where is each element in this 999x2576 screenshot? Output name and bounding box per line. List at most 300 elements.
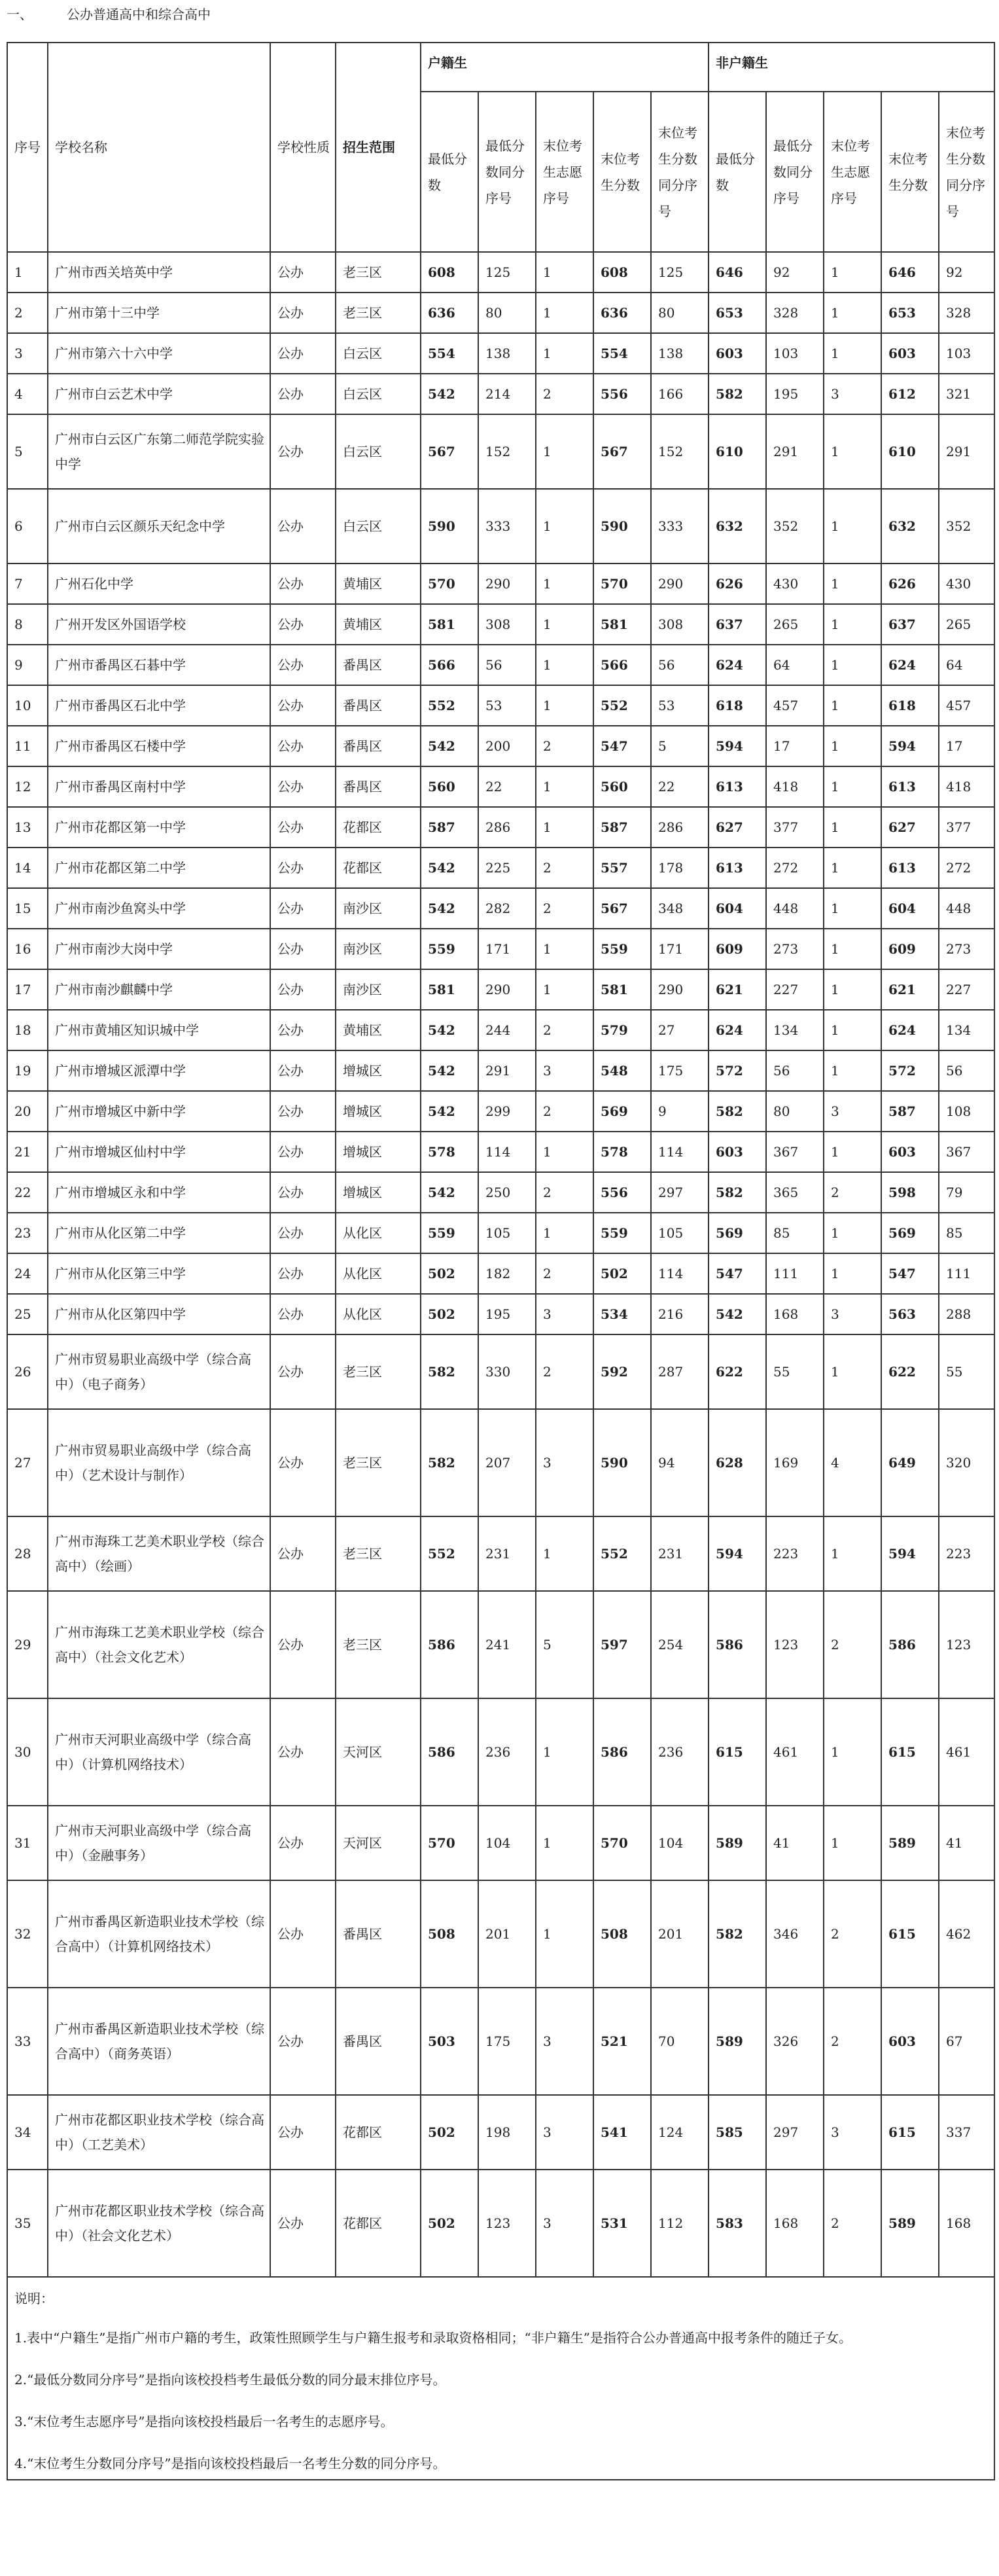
cell-nonlocal-min-score: 582	[709, 374, 766, 414]
cell-nonlocal-last-wish: 2	[824, 1591, 881, 1698]
cell-local-last-wish: 1	[536, 604, 593, 645]
cell-nonlocal-min-score: 626	[709, 564, 766, 604]
cell-nonlocal-last-rank: 85	[939, 1213, 994, 1253]
cell-local-min-score: 542	[421, 1091, 478, 1132]
cell-local-last-wish: 2	[536, 888, 593, 929]
table-row	[7, 1806, 994, 1880]
cell-local-min-score: 581	[421, 969, 478, 1010]
cell-area: 黄埔区	[336, 604, 421, 645]
cell-nonlocal-last-score: 637	[881, 604, 939, 645]
note-item: 3.“末位考生志愿序号”是指向该校投档最后一名考生的志愿序号。	[14, 2414, 394, 2429]
table-row	[7, 1010, 994, 1050]
header-nonlocal-min-rank: 最低分数同分序号	[766, 92, 824, 252]
table-row	[7, 888, 994, 929]
cell-local-last-rank: 254	[651, 1591, 709, 1698]
cell-nonlocal-min-score: 632	[709, 489, 766, 564]
table-row	[7, 293, 994, 333]
cell-local-last-rank: 333	[651, 489, 709, 564]
cell-local-last-wish: 1	[536, 489, 593, 564]
cell-local-min-rank: 290	[478, 969, 536, 1010]
cell-local-last-score: 570	[593, 564, 651, 604]
cell-nonlocal-min-score: 624	[709, 645, 766, 685]
cell-nonlocal-last-wish: 1	[824, 1806, 881, 1880]
cell-seq: 35	[7, 2170, 48, 2277]
cell-nonlocal-last-score: 603	[881, 1988, 939, 2095]
table-row	[7, 929, 994, 969]
cell-nonlocal-min-score: 637	[709, 604, 766, 645]
cell-seq: 27	[7, 1409, 48, 1516]
cell-local-last-rank: 231	[651, 1516, 709, 1591]
cell-nonlocal-last-rank: 67	[939, 1988, 994, 2095]
cell-local-min-score: 502	[421, 2095, 478, 2170]
table-row	[7, 1213, 994, 1253]
cell-local-last-score: 586	[593, 1698, 651, 1806]
cell-area: 从化区	[336, 1253, 421, 1294]
cell-local-last-rank: 27	[651, 1010, 709, 1050]
cell-local-last-wish: 1	[536, 1880, 593, 1988]
table-row	[7, 333, 994, 374]
section-title: 公办普通高中和综合高中	[67, 7, 211, 22]
cell-school-name: 广州市从化区第二中学	[48, 1213, 270, 1253]
cell-school-name: 广州市海珠工艺美术职业学校（综合高中）（社会文化艺术）	[48, 1591, 270, 1698]
cell-area: 南沙区	[336, 929, 421, 969]
cell-local-min-score: 502	[421, 1253, 478, 1294]
cell-area: 花都区	[336, 848, 421, 888]
cell-nonlocal-min-score: 622	[709, 1334, 766, 1409]
cell-area: 增城区	[336, 1172, 421, 1213]
cell-school-name: 广州市贸易职业高级中学（综合高中）（电子商务）	[48, 1334, 270, 1409]
cell-local-last-wish: 1	[536, 252, 593, 293]
table-row	[7, 1880, 994, 1988]
cell-nonlocal-last-score: 609	[881, 929, 939, 969]
cell-school-type: 公办	[270, 2095, 336, 2170]
cell-school-name: 广州市增城区永和中学	[48, 1172, 270, 1213]
cell-local-min-rank: 330	[478, 1334, 536, 1409]
cell-school-type: 公办	[270, 1091, 336, 1132]
cell-nonlocal-last-wish: 1	[824, 1050, 881, 1091]
cell-local-min-score: 581	[421, 604, 478, 645]
cell-seq: 11	[7, 726, 48, 766]
cell-area: 增城区	[336, 1050, 421, 1091]
cell-nonlocal-last-score: 627	[881, 807, 939, 848]
cell-nonlocal-last-score: 615	[881, 1698, 939, 1806]
cell-nonlocal-min-score: 583	[709, 2170, 766, 2277]
cell-nonlocal-min-rank: 430	[766, 564, 824, 604]
cell-local-last-score: 590	[593, 1409, 651, 1516]
cell-area: 增城区	[336, 1091, 421, 1132]
cell-nonlocal-last-score: 649	[881, 1409, 939, 1516]
header-area: 招生范围	[336, 43, 421, 252]
cell-local-last-rank: 125	[651, 252, 709, 293]
cell-nonlocal-last-wish: 1	[824, 414, 881, 489]
cell-seq: 30	[7, 1698, 48, 1806]
cell-school-type: 公办	[270, 1698, 336, 1806]
cell-nonlocal-last-wish: 1	[824, 1132, 881, 1172]
cell-local-min-rank: 250	[478, 1172, 536, 1213]
cell-nonlocal-last-rank: 41	[939, 1806, 994, 1880]
cell-local-min-score: 542	[421, 848, 478, 888]
cell-nonlocal-last-rank: 288	[939, 1294, 994, 1334]
cell-nonlocal-min-rank: 134	[766, 1010, 824, 1050]
cell-local-min-rank: 125	[478, 252, 536, 293]
cell-school-type: 公办	[270, 1253, 336, 1294]
notes-title: 说明：	[14, 2291, 54, 2306]
cell-school-name: 广州市增城区中新中学	[48, 1091, 270, 1132]
cell-seq: 29	[7, 1591, 48, 1698]
cell-area: 黄埔区	[336, 564, 421, 604]
cell-school-name: 广州市南沙麒麟中学	[48, 969, 270, 1010]
cell-nonlocal-min-rank: 223	[766, 1516, 824, 1591]
cell-local-last-score: 597	[593, 1591, 651, 1698]
cell-seq: 19	[7, 1050, 48, 1091]
cell-local-min-rank: 201	[478, 1880, 536, 1988]
cell-nonlocal-min-score: 572	[709, 1050, 766, 1091]
cell-nonlocal-last-wish: 1	[824, 726, 881, 766]
header-nonlocal: 非户籍生	[709, 43, 994, 92]
cell-nonlocal-last-wish: 1	[824, 685, 881, 726]
cell-school-name: 广州市从化区第三中学	[48, 1253, 270, 1294]
cell-nonlocal-last-rank: 103	[939, 333, 994, 374]
cell-local-min-score: 552	[421, 685, 478, 726]
table-body	[7, 252, 994, 2277]
table-row	[7, 414, 994, 489]
cell-school-type: 公办	[270, 685, 336, 726]
cell-local-last-rank: 348	[651, 888, 709, 929]
cell-school-type: 公办	[270, 252, 336, 293]
table-row	[7, 645, 994, 685]
cell-nonlocal-last-wish: 1	[824, 888, 881, 929]
cell-local-last-rank: 56	[651, 645, 709, 685]
cell-seq: 17	[7, 969, 48, 1010]
cell-local-min-rank: 282	[478, 888, 536, 929]
cell-nonlocal-min-score: 604	[709, 888, 766, 929]
cell-local-last-wish: 3	[536, 2170, 593, 2277]
cell-local-last-wish: 1	[536, 685, 593, 726]
cell-local-min-rank: 53	[478, 685, 536, 726]
cell-local-min-rank: 195	[478, 1294, 536, 1334]
cell-school-name: 广州市贸易职业高级中学（综合高中）（艺术设计与制作）	[48, 1409, 270, 1516]
cell-local-last-score: 548	[593, 1050, 651, 1091]
cell-nonlocal-last-score: 618	[881, 685, 939, 726]
cell-area: 增城区	[336, 1132, 421, 1172]
cell-school-type: 公办	[270, 604, 336, 645]
cell-nonlocal-last-wish: 1	[824, 929, 881, 969]
cell-nonlocal-last-score: 569	[881, 1213, 939, 1253]
cell-local-min-rank: 225	[478, 848, 536, 888]
cell-local-last-rank: 22	[651, 766, 709, 807]
cell-seq: 8	[7, 604, 48, 645]
cell-nonlocal-min-rank: 346	[766, 1880, 824, 1988]
cell-local-min-rank: 308	[478, 604, 536, 645]
cell-seq: 31	[7, 1806, 48, 1880]
cell-local-last-rank: 94	[651, 1409, 709, 1516]
cell-nonlocal-last-rank: 457	[939, 685, 994, 726]
cell-nonlocal-last-wish: 1	[824, 645, 881, 685]
cell-local-last-score: 560	[593, 766, 651, 807]
cell-local-min-rank: 200	[478, 726, 536, 766]
cell-school-name: 广州市番禺区新造职业技术学校（综合高中）（计算机网络技术）	[48, 1880, 270, 1988]
cell-area: 老三区	[336, 1409, 421, 1516]
cell-nonlocal-min-score: 542	[709, 1294, 766, 1334]
table-row	[7, 564, 994, 604]
cell-nonlocal-min-rank: 56	[766, 1050, 824, 1091]
cell-nonlocal-last-wish: 3	[824, 1294, 881, 1334]
cell-local-last-score: 552	[593, 1516, 651, 1591]
cell-seq: 10	[7, 685, 48, 726]
table-row	[7, 1334, 994, 1409]
cell-nonlocal-last-rank: 227	[939, 969, 994, 1010]
cell-local-min-score: 552	[421, 1516, 478, 1591]
cell-area: 从化区	[336, 1213, 421, 1253]
cell-school-name: 广州市白云艺术中学	[48, 374, 270, 414]
table-row	[7, 1294, 994, 1334]
cell-nonlocal-min-rank: 195	[766, 374, 824, 414]
cell-area: 番禺区	[336, 1988, 421, 2095]
cell-local-min-rank: 152	[478, 414, 536, 489]
cell-seq: 24	[7, 1253, 48, 1294]
cell-nonlocal-min-score: 628	[709, 1409, 766, 1516]
cell-nonlocal-min-rank: 461	[766, 1698, 824, 1806]
table-row	[7, 1132, 994, 1172]
cell-local-min-score: 559	[421, 1213, 478, 1253]
cell-school-name: 广州市番禺区石楼中学	[48, 726, 270, 766]
cell-local-min-rank: 299	[478, 1091, 536, 1132]
cell-area: 番禺区	[336, 726, 421, 766]
cell-local-last-rank: 114	[651, 1253, 709, 1294]
cell-local-last-wish: 5	[536, 1591, 593, 1698]
cell-local-min-score: 586	[421, 1591, 478, 1698]
table-row	[7, 969, 994, 1010]
cell-school-type: 公办	[270, 1010, 336, 1050]
cell-nonlocal-last-wish: 1	[824, 489, 881, 564]
cell-school-type: 公办	[270, 2170, 336, 2277]
cell-school-type: 公办	[270, 645, 336, 685]
cell-local-last-wish: 1	[536, 1213, 593, 1253]
cell-nonlocal-min-rank: 92	[766, 252, 824, 293]
header-local-last-rank: 末位考生分数同分序号	[651, 92, 709, 252]
header-school: 学校名称	[48, 43, 270, 252]
cell-local-last-rank: 201	[651, 1880, 709, 1988]
cell-school-type: 公办	[270, 969, 336, 1010]
cell-school-type: 公办	[270, 1132, 336, 1172]
cell-local-min-rank: 207	[478, 1409, 536, 1516]
cell-area: 白云区	[336, 333, 421, 374]
cell-nonlocal-last-wish: 1	[824, 604, 881, 645]
header-local-last-score: 末位考生分数	[593, 92, 651, 252]
cell-local-last-wish: 1	[536, 1698, 593, 1806]
cell-area: 花都区	[336, 807, 421, 848]
cell-school-type: 公办	[270, 1880, 336, 1988]
cell-local-last-score: 569	[593, 1091, 651, 1132]
cell-nonlocal-last-rank: 55	[939, 1334, 994, 1409]
note-item: 4.“末位考生分数同分序号”是指向该校投档最后一名考生分数的同分序号。	[14, 2456, 446, 2471]
cell-nonlocal-min-rank: 457	[766, 685, 824, 726]
cell-local-min-score: 586	[421, 1698, 478, 1806]
cell-nonlocal-last-wish: 1	[824, 807, 881, 848]
cell-nonlocal-min-score: 615	[709, 1698, 766, 1806]
cell-local-last-score: 552	[593, 685, 651, 726]
cell-local-min-score: 582	[421, 1334, 478, 1409]
cell-seq: 4	[7, 374, 48, 414]
cell-local-min-rank: 138	[478, 333, 536, 374]
cell-nonlocal-last-wish: 1	[824, 293, 881, 333]
cell-school-name: 广州石化中学	[48, 564, 270, 604]
table-row	[7, 2170, 994, 2277]
cell-local-min-score: 502	[421, 1294, 478, 1334]
table-row	[7, 848, 994, 888]
cell-seq: 2	[7, 293, 48, 333]
cell-local-min-score: 542	[421, 374, 478, 414]
cell-nonlocal-min-rank: 80	[766, 1091, 824, 1132]
cell-local-last-score: 521	[593, 1988, 651, 2095]
cell-nonlocal-last-rank: 377	[939, 807, 994, 848]
cell-nonlocal-last-score: 587	[881, 1091, 939, 1132]
cell-area: 老三区	[336, 1334, 421, 1409]
table-row	[7, 1988, 994, 2095]
cell-local-min-score: 587	[421, 807, 478, 848]
cell-nonlocal-last-rank: 111	[939, 1253, 994, 1294]
cell-nonlocal-last-wish: 3	[824, 1091, 881, 1132]
cell-local-min-rank: 114	[478, 1132, 536, 1172]
cell-local-last-score: 608	[593, 252, 651, 293]
cell-nonlocal-last-score: 603	[881, 1132, 939, 1172]
section-heading	[7, 4, 211, 25]
cell-nonlocal-min-rank: 377	[766, 807, 824, 848]
cell-local-last-score: 578	[593, 1132, 651, 1172]
cell-school-name: 广州市西关培英中学	[48, 252, 270, 293]
cell-local-last-rank: 166	[651, 374, 709, 414]
cell-area: 番禺区	[336, 685, 421, 726]
cell-seq: 1	[7, 252, 48, 293]
cell-school-type: 公办	[270, 1334, 336, 1409]
cell-nonlocal-min-score: 653	[709, 293, 766, 333]
cell-local-min-score: 542	[421, 888, 478, 929]
cell-seq: 26	[7, 1334, 48, 1409]
cell-local-min-rank: 231	[478, 1516, 536, 1591]
cell-school-type: 公办	[270, 1591, 336, 1698]
header-nonlocal-last-rank: 末位考生分数同分序号	[939, 92, 994, 252]
cell-local-last-rank: 70	[651, 1988, 709, 2095]
cell-school-type: 公办	[270, 848, 336, 888]
cell-local-last-score: 559	[593, 929, 651, 969]
cell-nonlocal-min-rank: 326	[766, 1988, 824, 2095]
cell-nonlocal-last-score: 632	[881, 489, 939, 564]
cell-nonlocal-min-rank: 168	[766, 1294, 824, 1334]
cell-nonlocal-min-score: 547	[709, 1253, 766, 1294]
cell-local-last-score: 587	[593, 807, 651, 848]
cell-school-name: 广州市番禺区石北中学	[48, 685, 270, 726]
cell-seq: 7	[7, 564, 48, 604]
table-row	[7, 489, 994, 564]
cell-local-last-score: 592	[593, 1334, 651, 1409]
cell-nonlocal-last-score: 615	[881, 2095, 939, 2170]
cell-nonlocal-last-rank: 461	[939, 1698, 994, 1806]
header-local-min-rank: 最低分数同分序号	[478, 92, 536, 252]
cell-nonlocal-last-wish: 1	[824, 252, 881, 293]
cell-nonlocal-last-rank: 123	[939, 1591, 994, 1698]
cell-nonlocal-last-rank: 367	[939, 1132, 994, 1172]
cell-local-min-rank: 244	[478, 1010, 536, 1050]
table-row	[7, 766, 994, 807]
cell-area: 花都区	[336, 2095, 421, 2170]
cell-seq: 23	[7, 1213, 48, 1253]
cell-nonlocal-last-score: 594	[881, 1516, 939, 1591]
cell-local-min-score: 502	[421, 2170, 478, 2277]
cell-local-last-rank: 114	[651, 1132, 709, 1172]
cell-nonlocal-last-score: 598	[881, 1172, 939, 1213]
cell-local-last-wish: 2	[536, 1091, 593, 1132]
cell-nonlocal-last-rank: 265	[939, 604, 994, 645]
cell-local-min-rank: 171	[478, 929, 536, 969]
cell-school-type: 公办	[270, 489, 336, 564]
cell-local-min-score: 508	[421, 1880, 478, 1988]
cell-local-last-score: 559	[593, 1213, 651, 1253]
cell-local-last-rank: 178	[651, 848, 709, 888]
cell-nonlocal-last-wish: 1	[824, 564, 881, 604]
cell-nonlocal-last-score: 603	[881, 333, 939, 374]
cell-local-min-rank: 175	[478, 1988, 536, 2095]
cell-local-last-rank: 5	[651, 726, 709, 766]
cell-nonlocal-min-rank: 273	[766, 929, 824, 969]
cell-seq: 28	[7, 1516, 48, 1591]
cell-local-last-wish: 2	[536, 374, 593, 414]
cell-nonlocal-last-score: 653	[881, 293, 939, 333]
cell-nonlocal-last-wish: 4	[824, 1409, 881, 1516]
header-local: 户籍生	[421, 43, 709, 92]
cell-local-last-rank: 105	[651, 1213, 709, 1253]
cell-nonlocal-last-score: 589	[881, 2170, 939, 2277]
cell-nonlocal-last-rank: 352	[939, 489, 994, 564]
cell-local-last-score: 508	[593, 1880, 651, 1988]
cell-nonlocal-last-score: 610	[881, 414, 939, 489]
cell-nonlocal-last-wish: 1	[824, 766, 881, 807]
cell-nonlocal-last-rank: 17	[939, 726, 994, 766]
cell-nonlocal-last-rank: 79	[939, 1172, 994, 1213]
cell-nonlocal-last-rank: 462	[939, 1880, 994, 1988]
cell-local-last-score: 581	[593, 604, 651, 645]
cell-nonlocal-min-score: 586	[709, 1591, 766, 1698]
cell-local-min-rank: 56	[478, 645, 536, 685]
cell-local-min-rank: 104	[478, 1806, 536, 1880]
cell-school-name: 广州市黄埔区知识城中学	[48, 1010, 270, 1050]
cell-nonlocal-last-wish: 2	[824, 1172, 881, 1213]
cell-local-last-wish: 3	[536, 1294, 593, 1334]
cell-school-name: 广州市增城区仙村中学	[48, 1132, 270, 1172]
cell-local-last-wish: 3	[536, 1409, 593, 1516]
cell-area: 番禺区	[336, 645, 421, 685]
notes	[7, 2277, 994, 2480]
cell-nonlocal-min-rank: 103	[766, 333, 824, 374]
cell-area: 花都区	[336, 2170, 421, 2277]
cell-school-type: 公办	[270, 1213, 336, 1253]
cell-seq: 18	[7, 1010, 48, 1050]
cell-local-last-score: 534	[593, 1294, 651, 1334]
cell-school-name: 广州开发区外国语学校	[48, 604, 270, 645]
cell-nonlocal-last-rank: 92	[939, 252, 994, 293]
cell-seq: 25	[7, 1294, 48, 1334]
table-row	[7, 1172, 994, 1213]
cell-school-name: 广州市南沙大岗中学	[48, 929, 270, 969]
cell-local-last-wish: 2	[536, 1253, 593, 1294]
table-row	[7, 1516, 994, 1591]
table-row	[7, 1050, 994, 1091]
cell-local-min-score: 542	[421, 726, 478, 766]
cell-local-last-score: 581	[593, 969, 651, 1010]
cell-nonlocal-min-score: 569	[709, 1213, 766, 1253]
cell-nonlocal-min-score: 609	[709, 929, 766, 969]
cell-seq: 13	[7, 807, 48, 848]
cell-local-last-rank: 216	[651, 1294, 709, 1334]
